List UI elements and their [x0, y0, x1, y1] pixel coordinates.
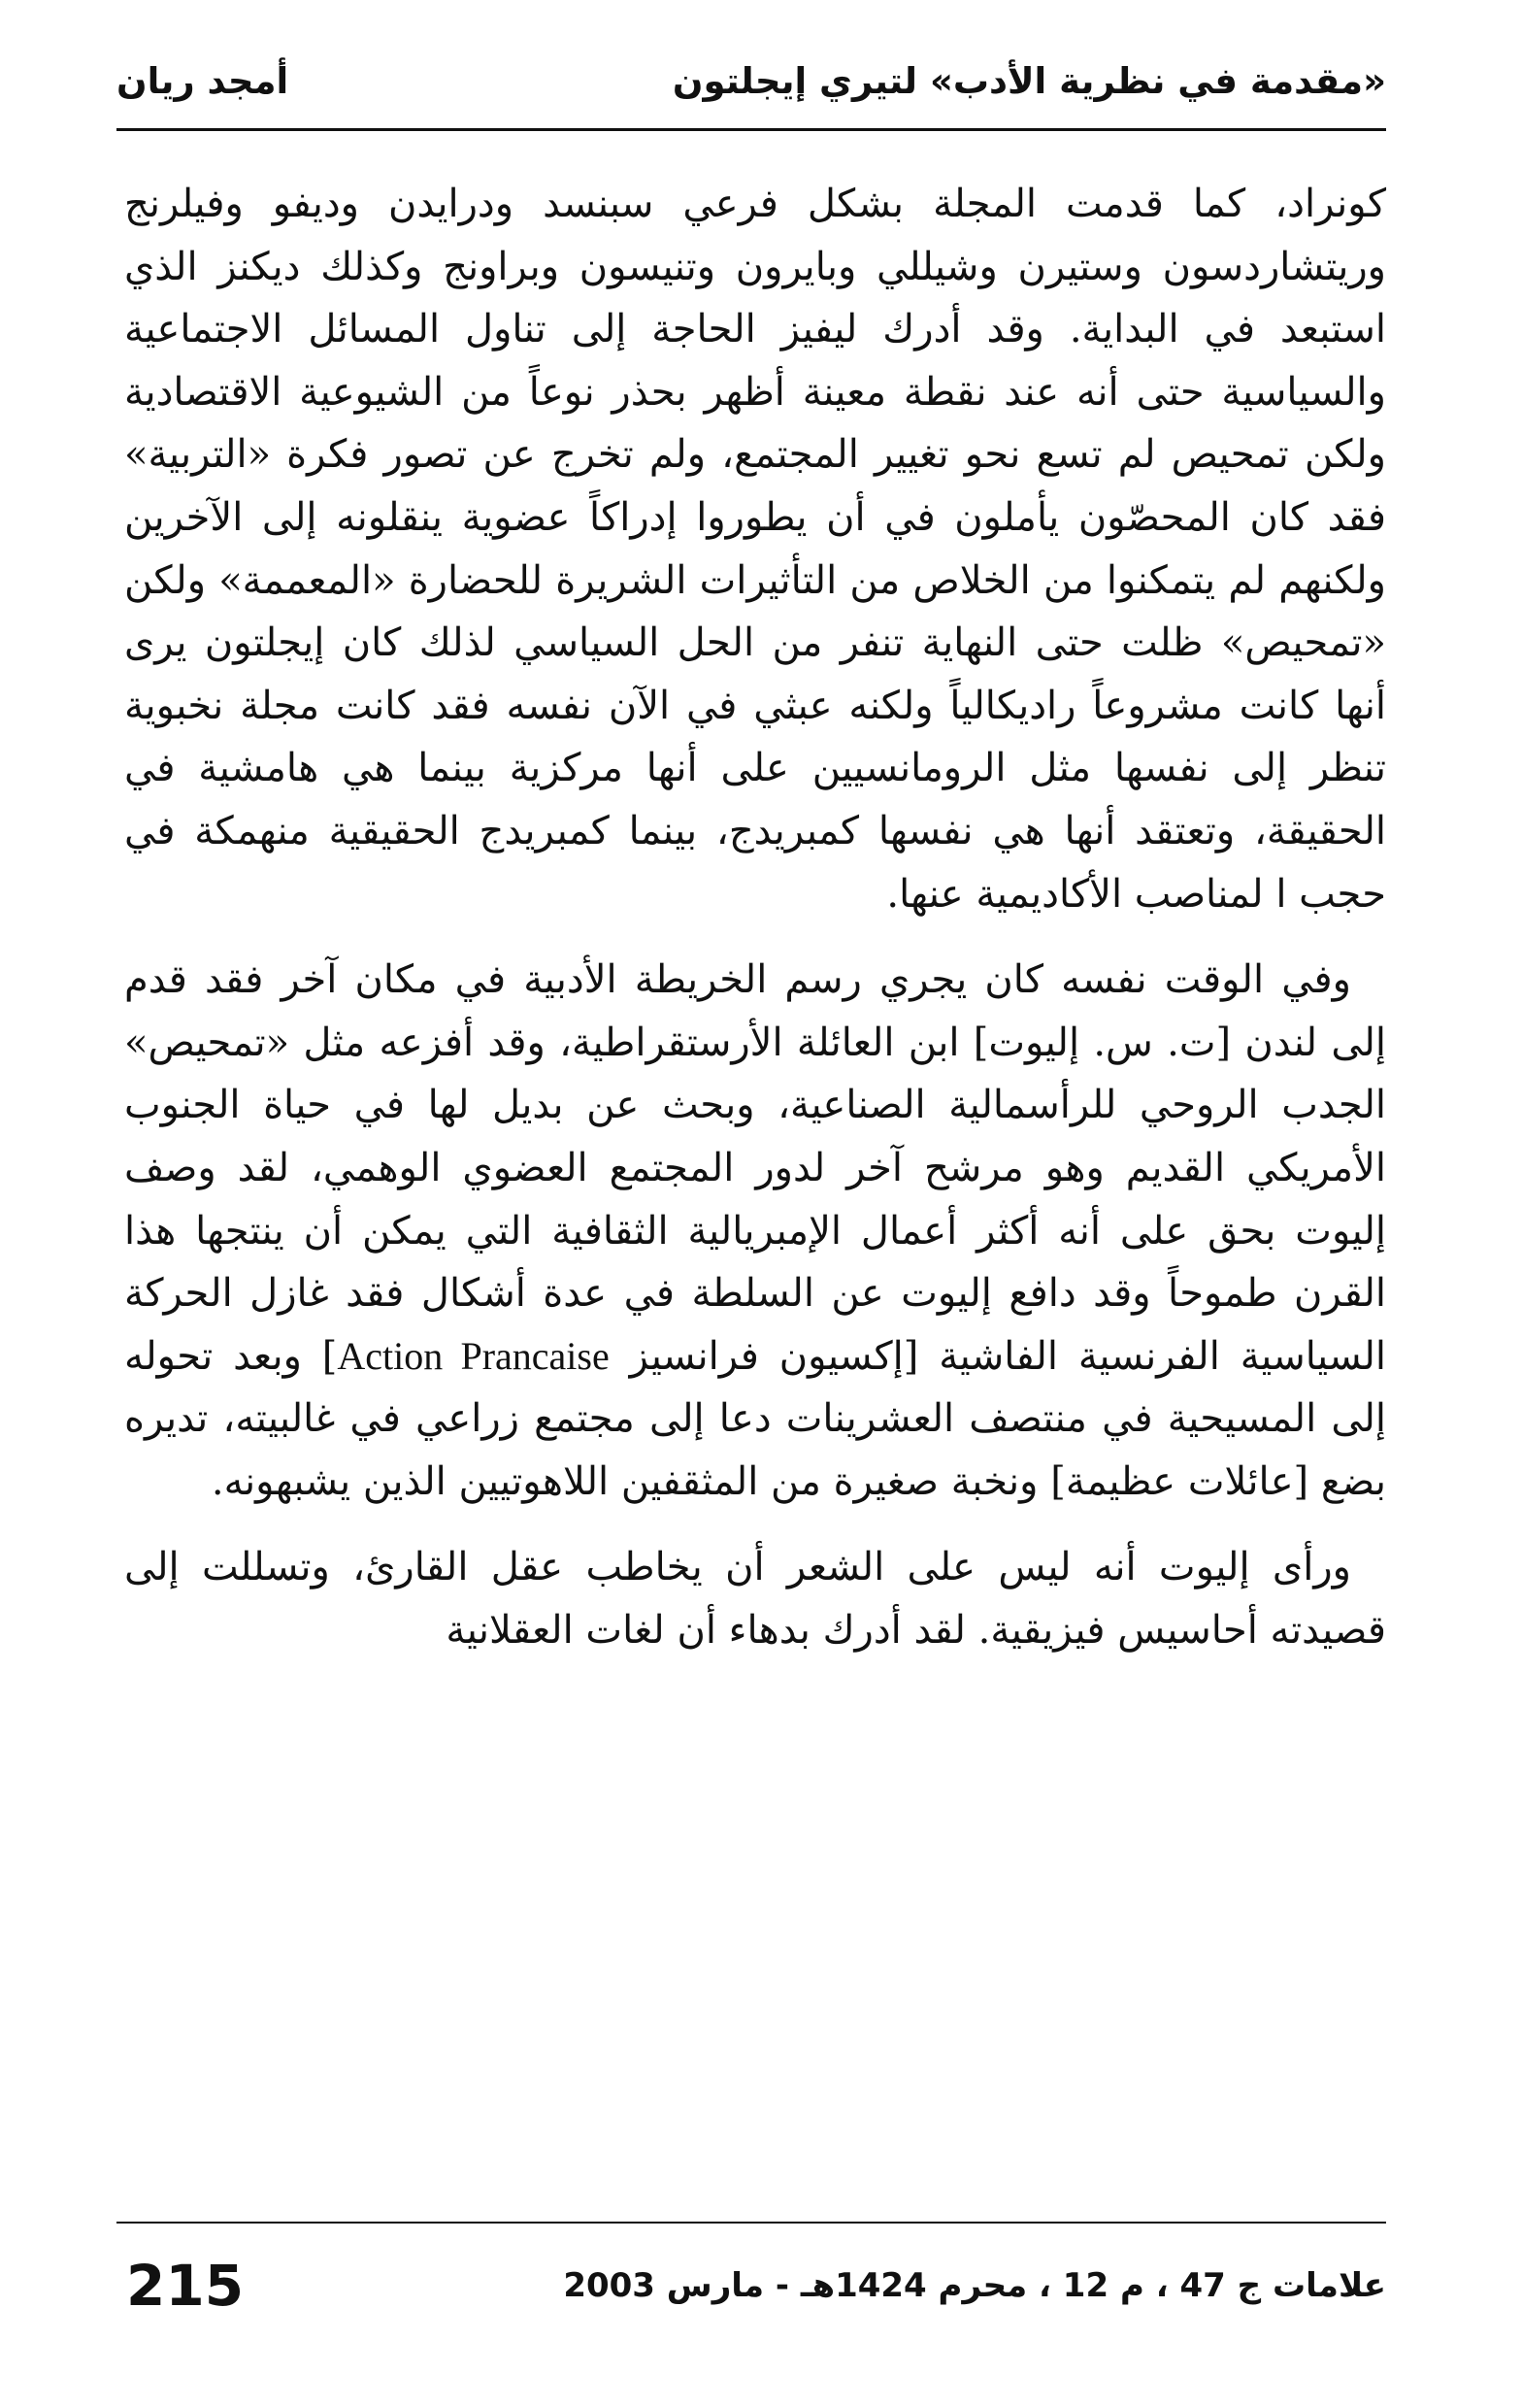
paragraph-2-text-end: ] وبعد تحوله إلى المسيحية في منتصف العشرينات دعا إلى مجتمع زراعي في غالبيته، تديره بضع [عائلات عظيمة] ونخبة صغيرة من المثقفين اللاهوتيين الذين يشبهونه. [124, 1333, 1386, 1504]
running-header [116, 50, 1386, 118]
paragraph-3: ورأى إليوت أنه ليس على الشعر أن يخاطب عقل القارئ، وتسللت إلى قصيدته أحاسيس فيزيقية. لقد أدرك بدهاء أن لغات العقلانية [124, 1545, 1386, 1654]
running-author: أمجد ريان [116, 60, 289, 102]
running-title: «مقدمة في نظرية الأدب» لتيري إيجلتون [672, 60, 1386, 102]
journal-issue: علامات ج 47 ، م 12 ، محرم 1424هـ - مارس 2003 [563, 2266, 1386, 2305]
paragraph-1: كونراد، كما قدمت المجلة بشكل فرعي سبنسد ودرايدن وديفو وفيلرنج وريتشاردسون وستيرن وشيللي وبايرون وتنيسون وبراونج وكذلك ديكنز الذي استبعد في البداية. وقد أدرك ليفيز الحاجة إلى تناول المسائل الاجتماعية والسياسية حتى أنه عند نقطة معينة أظهر بحذر نوعاً من الشيوعية الاقتصادية ولكن تمحيص لم تسع نحو تغيير المجتمع، ولم تخرج عن تصور فكرة «التربية» فقد كان المحصّون يأملون في أن يطوروا إدراكاً عضوية ينقلونه إلى الآخرين ولكنهم لم يتمكنوا من الخلاص من التأثيرات الشريرة للحضارة «المعممة» ولكن «تمحيص» ظلت حتى النهاية تنفر من الحل السياسي لذلك كان إيجلتون يرى أنها كانت مشروعاً راديكالياً ولكنه عبثي في الآن نفسه فقد كانت مجلة نخبوية تنظر إلى نفسها مثل الرومانسيين على أنها مركزية بينما هي هامشية في الحقيقة، وتعتقد أنها هي نفسها كمبريدج، بينما كمبريدج الحقيقية منهمكة في حجب ا لمناصب الأكاديمية عنها. [124, 182, 1386, 917]
footer-rule [116, 2222, 1386, 2224]
paragraph-2-latin-term: Action Prancaise [337, 1333, 610, 1378]
paragraph-2-text-start: وفي الوقت نفسه كان يجري رسم الخريطة الأدبية في مكان آخر فقد قدم إلى لندن [ت. س. إليوت] ابن العائلة الأرستقراطية، وقد أفزعه مثل «تمحيص» الجدب الروحي للرأسمالية الصناعية، وبحث عن بديل لها في حياة الجنوب الأمريكي القديم وهو مرشح آخر لدور المجتمع العضوي الوهمي، لقد وصف إليوت بحق على أنه أكثر أعمال الإمبريالية الثقافية التي يمكن أن ينتجها هذا القرن طموحاً وقد دافع إليوت عن السلطة في عدة أشكال فقد غازل الحركة السياسية الفرنسية الفاشية [إكسيون فرانسيز [124, 957, 1386, 1379]
header-rule [116, 128, 1386, 131]
page-number: 215 [126, 2253, 245, 2319]
running-footer [116, 2253, 1386, 2330]
article-body [124, 173, 1386, 1686]
paragraph-2 [124, 949, 1386, 1513]
